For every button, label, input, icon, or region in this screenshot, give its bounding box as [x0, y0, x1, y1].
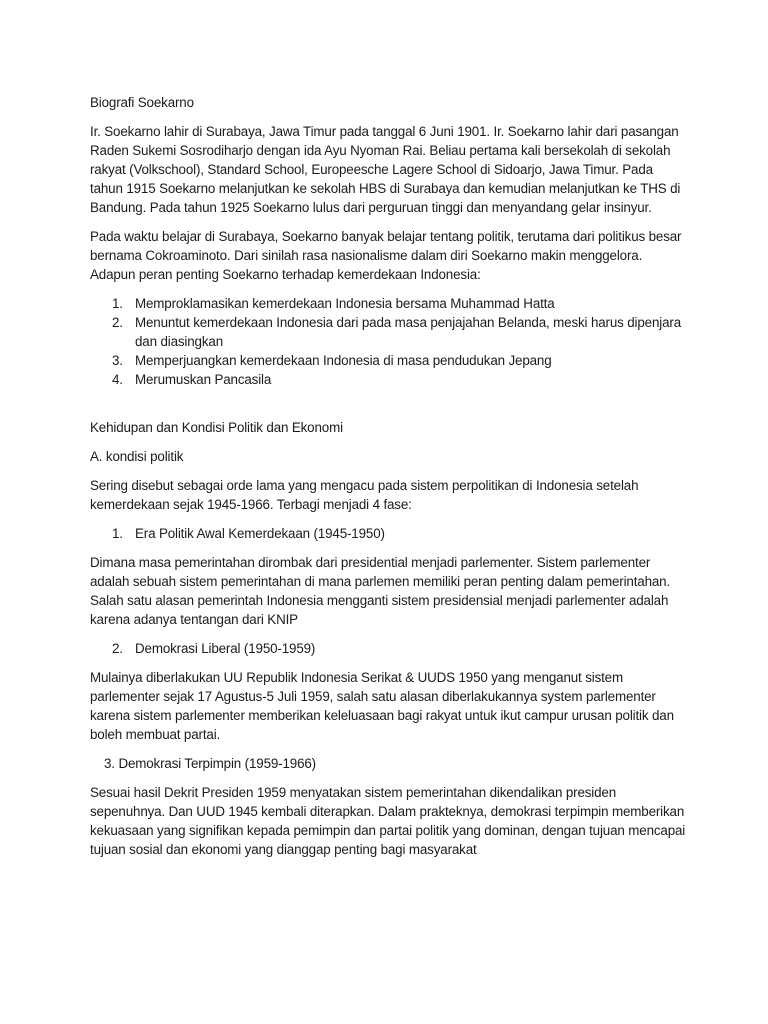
roles-list: [90, 294, 688, 389]
phase-2-heading: [90, 639, 688, 658]
phase-3-paragraph: Sesuai hasil Dekrit Presiden 1959 menyatakan sistem pemerintahan dikendalikan presiden sepenuhnya. Dan UUD 1945 kembali diterapkan. Dalam prakteknya, demokrasi terpimpin memberikan kekuasaan yang signifikan kepada pemimpin dan partai politik yang dominan, dengan tujuan mencapai tujuan sosial dan ekonomi yang dianggap penting bagi masyarakat: [90, 785, 686, 857]
list-item-text: Memperjuangkan kemerdekaan Indonesia di masa pendudukan Jepang: [135, 353, 552, 368]
phase-1-paragraph: Dimana masa pemerintahan dirombak dari presidential menjadi parlementer. Sistem parlementer adalah sebuah sistem pemerintahan di mana parlemen memiliki peran penting dalam pemerintahan. Salah satu alasan pemerintah Indonesia mengganti sistem presidensial menjadi parlementer adalah karena adanya tentangan dari KNIP: [90, 555, 671, 627]
list-item: [90, 351, 688, 370]
blank-line: [90, 399, 688, 418]
politik-intro-paragraph: Sering disebut sebagai orde lama yang mengacu pada sistem perpolitikan di Indonesia setelah kemerdekaan sejak 1945-1966. Terbagi menjadi 4 fase:: [90, 478, 639, 512]
list-item: [90, 370, 688, 389]
list-number: 1.: [112, 526, 123, 541]
subsection-heading: A. kondisi politik: [90, 449, 184, 464]
list-number: 1.: [112, 296, 123, 311]
phase-3-heading: 3. Demokrasi Terpimpin (1959-1966): [104, 756, 316, 771]
list-number: 2.: [112, 641, 123, 656]
intro-paragraph: Ir. Soekarno lahir di Surabaya, Jawa Timur pada tanggal 6 Juni 1901. Ir. Soekarno lahir dari pasangan Raden Sukemi Sosrodiharjo dengan ida Ayu Nyoman Rai. Beliau pertama kali bersekolah di sekolah rakyat (Volkschool), Standard School, Europeesche Lagere School di Sidoarjo, Jawa Timur. Pada tahun 1915 Soekarno melanjutkan ke sekolah HBS di Surabaya dan kemudian melanjutkan ke THS di Bandung. Pada tahun 1925 Soekarno lulus dari perguruan tinggi dan menyandang gelar insinyur.: [90, 124, 681, 215]
list-item-text: Menuntut kemerdekaan Indonesia dari pada masa penjajahan Belanda, meski harus dipenjara dan diasingkan: [135, 315, 682, 349]
list-item: [90, 294, 688, 313]
phase-2-paragraph: Mulainya diberlakukan UU Republik Indonesia Serikat & UUDS 1950 yang menganut sistem parlementer sejak 17 Agustus-5 Juli 1959, salah satu alasan diberlakukannya system parlementer karena sistem parlementer memberikan keleluasaan bagi rakyat untuk ikut campur urusan politik dan boleh membuat partai.: [90, 670, 674, 742]
study-paragraph: Pada waktu belajar di Surabaya, Soekarno banyak belajar tentang politik, terutama dari politikus besar bernama Cokroaminoto. Dari sinilah rasa nasionalisme dalam diri Soekarno makin menggelora. Adapun peran penting Soekarno terhadap kemerdekaan Indonesia:: [90, 229, 682, 282]
list-item-text: Merumuskan Pancasila: [135, 372, 272, 387]
list-number: 2.: [112, 315, 123, 330]
list-item: [90, 313, 688, 351]
list-item-text: Era Politik Awal Kemerdekaan (1945-1950): [135, 526, 385, 541]
phase-1-heading: [90, 524, 688, 543]
list-item-text: Demokrasi Liberal (1950-1959): [135, 641, 316, 656]
list-item-text: Memproklamasikan kemerdekaan Indonesia bersama Muhammad Hatta: [135, 296, 555, 311]
list-number: 3.: [112, 353, 123, 368]
section-heading: Kehidupan dan Kondisi Politik dan Ekonomi: [90, 420, 343, 435]
document-title: Biografi Soekarno: [90, 95, 194, 110]
list-number: 4.: [112, 372, 123, 387]
